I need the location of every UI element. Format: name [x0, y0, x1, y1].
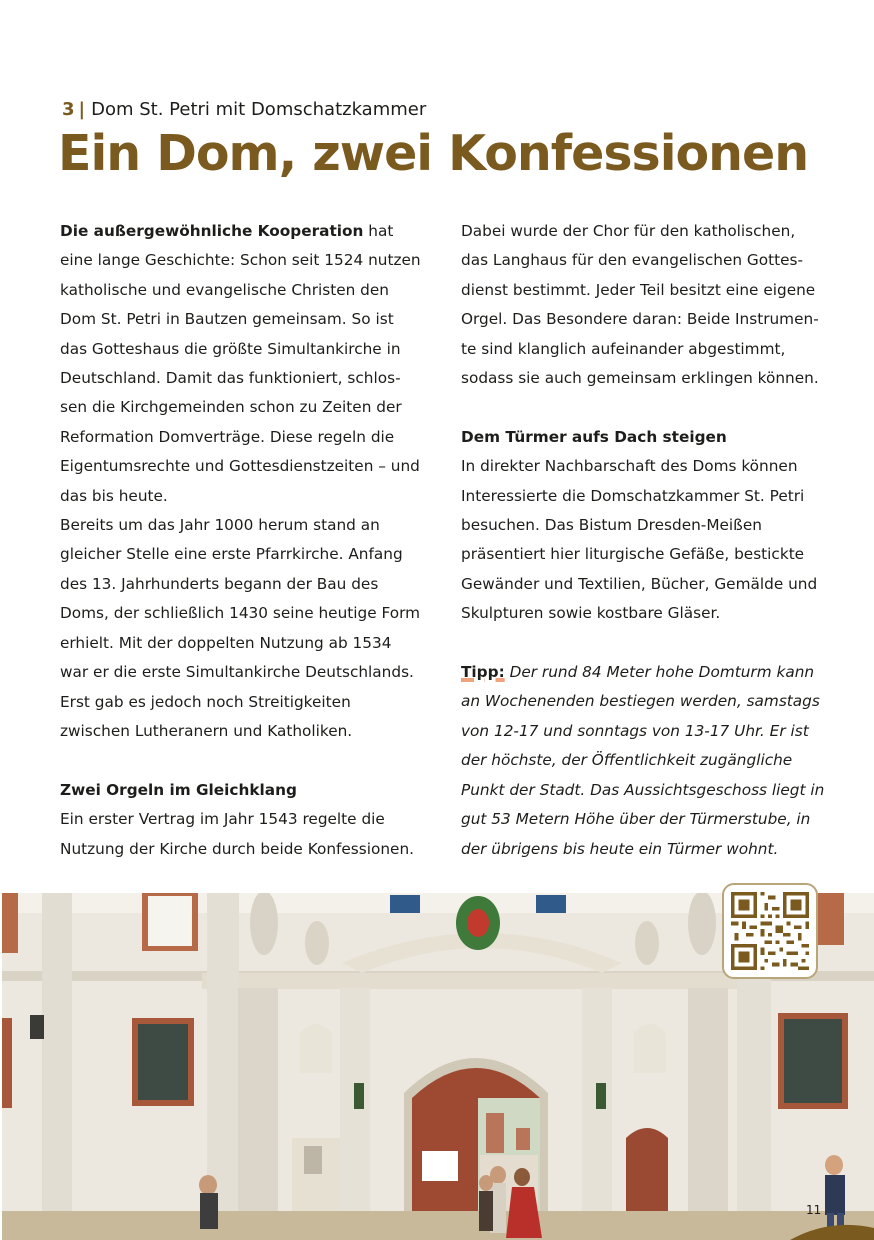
spacer — [60, 746, 422, 775]
left-column — [60, 217, 422, 864]
intro-paragraph — [60, 217, 422, 511]
subheading-orgeln: Zwei Orgeln im Gleichklang — [60, 780, 297, 799]
spacer — [461, 629, 827, 658]
subheading-tuermer: Dem Türmer aufs Dach steigen — [461, 427, 727, 446]
section-title: Dom St. Petri mit Domschatzkammer — [91, 99, 427, 120]
vertrag-paragraph: Ein erster Vertrag im Jahr 1543 regelte die Nutzung der Kirche durch beide Konfessionen. — [60, 810, 415, 858]
tipp-text: Der rund 84 Meter hohe Domturm kann an Wochenenden bestiegen werden, samstags von 12-17 und sonntags von 13-17 Uhr. Er ist der höchste, der Öffentlichkeit zugängliche Punkt der Stadt. Das Aussichtsgeschoss liegt in gut 53 Metern Höhe über der Türmerstube, in der übrigens bis heute ein Türmer wohnt. — [461, 663, 825, 858]
section-heading — [62, 99, 426, 121]
page-headline: Ein Dom, zwei Konfessionen — [58, 125, 809, 182]
page-number: 11 — [806, 1203, 822, 1217]
chor-paragraph: Dabei wurde der Chor für den katholischen, das Langhaus für den evangelischen Gottesdienst bestimmt. Jeder Teil besitzt eine eigene Orgel. Das Besondere daran: Beide Instrumente sind klanglich aufeinander abgestimmt, sodass sie auch gemeinsam erklingen können. — [461, 222, 819, 388]
intro-lead: Die außergewöhnliche Kooperation — [60, 222, 364, 240]
tipp-label: Tipp: — [461, 663, 505, 682]
qr-code-icon[interactable] — [722, 883, 818, 979]
intro-text: hat eine lange Geschichte: Schon seit 1524 nutzen katholische und evangelische Christen den Dom St. Petri in Bautzen gemeinsam. So ist das Gotteshaus die größte Simultankirche in Deutschland. Damit das funktioniert, schlossen die Kirchgemeinden schon zu Zeiten der Reformation Domverträge. Diese regeln die Eigentumsrechte und Gottesdienstzeiten – und das bis heute. — [60, 222, 421, 505]
section-number: 3 — [62, 99, 75, 120]
tipp-box — [461, 658, 827, 864]
history-paragraph: Bereits um das Jahr 1000 herum stand an gleicher Stelle eine erste Pfarrkirche. Anfang des 13. Jahrhunderts begann der Bau des Doms, der schließlich 1430 seine heutige Form erhielt. Mit der doppelten Nutzung ab 1534 war er die erste Simultankirche Deutschlands. Erst gab es jedoch noch Streitigkeiten zwischen Lutheranern und Katholiken. — [60, 516, 421, 740]
domschatz-paragraph: In direkter Nachbarschaft des Doms können Interessierte die Domschatzkammer St. Petri besuchen. Das Bistum Dresden-Meißen präsentiert hier liturgische Gefäße, bestickte Gewänder und Textilien, Bücher, Gemälde und Skulpturen sowie kostbare Gläser. — [461, 457, 818, 623]
corner-decoration — [790, 1222, 874, 1240]
spacer — [461, 393, 827, 422]
section-separator: | — [78, 99, 86, 120]
right-column — [461, 217, 827, 864]
